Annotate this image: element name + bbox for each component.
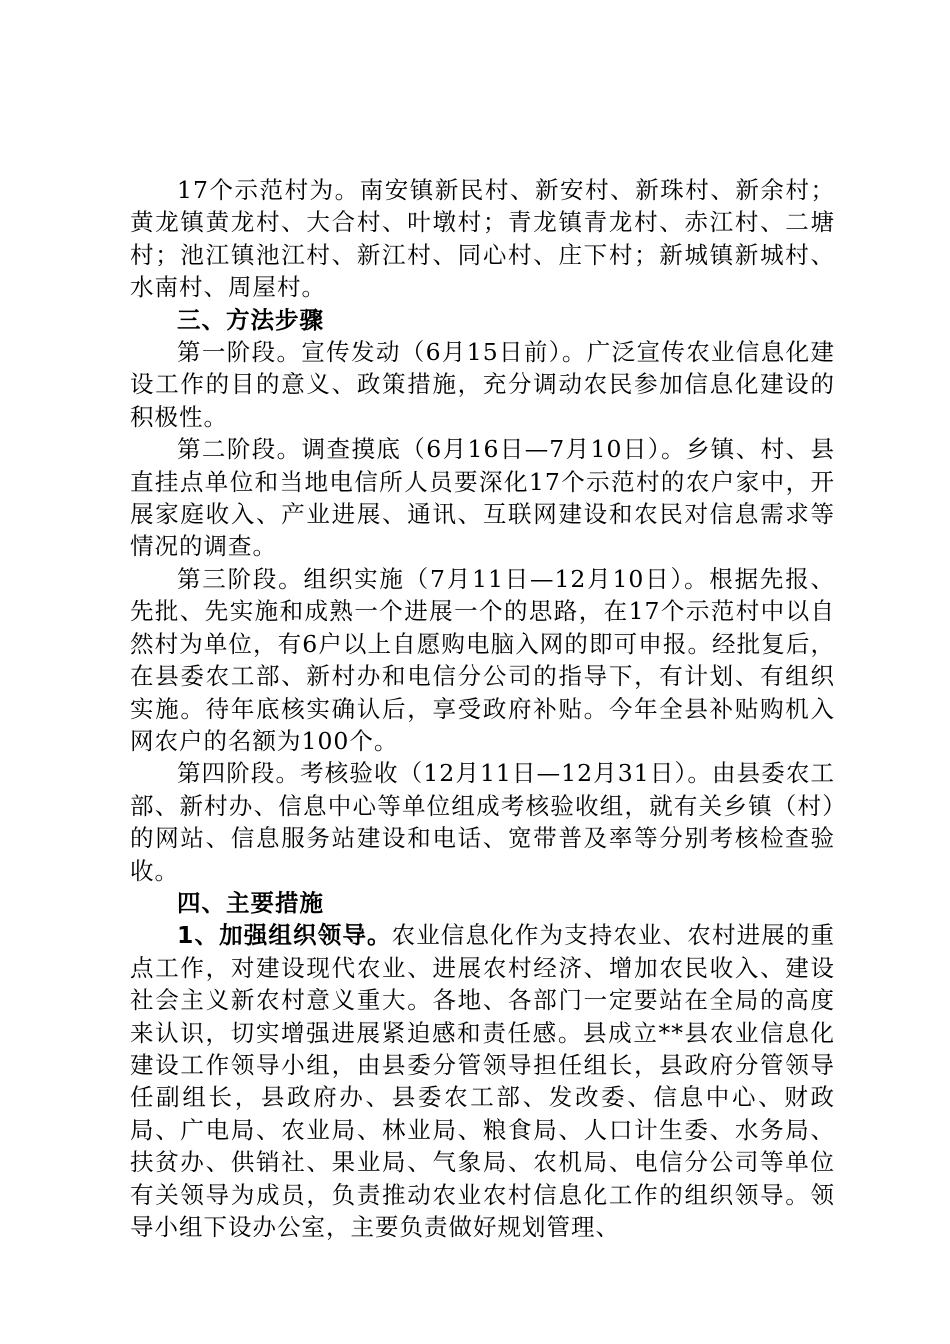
- stage-two-paragraph: 第二阶段。调查摸底（6月16日—7月10日）。乡镇、村、县直挂点单位和当地电信所人员要深化17个示范村的农户家中，开展家庭收入、产业进展、通讯、互联网建设和农民对信息需求等情况的调查。: [130, 435, 835, 561]
- measure-one-body: 农业信息化作为支持农业、农村进展的重点工作，对建设现代农业、进展农村经济、增加农民收入、建设社会主义新农村意义重大。各地、各部门一定要站在全局的高度来认识，切实增强进展紧迫感和责任感。县成立**县农业信息化建设工作领导小组，由县委分管领导担任组长，县政府分管领导任副组长，县政府办、县委农工部、发改委、信息中心、财政局、广电局、农业局、林业局、粮食局、人口计生委、水务局、扶贫办、供销社、果业局、气象局、农机局、电信分公司等单位有关领导为成员，负责推动农业农村信息化工作的组织领导。领导小组下设办公室，主要负责做好规划管理、: [130, 921, 836, 1241]
- document-body: [130, 174, 835, 1243]
- intro-paragraph: 17个示范村为。南安镇新民村、新安村、新珠村、新余村；黄龙镇黄龙村、大合村、叶墩村；青龙镇青龙村、赤江村、二塘村；池江镇池江村、新江村、同心村、庄下村；新城镇新城村、水南村、周屋村。: [130, 176, 835, 302]
- section-heading-methods: 三、方法步骤: [177, 305, 324, 334]
- stage-one-paragraph: 第一阶段。宣传发动（6月15日前）。广泛宣传农业信息化建设工作的目的意义、政策措施，充分调动农民参加信息化建设的积极性。: [130, 338, 835, 431]
- measure-one-lead: 1、加强组织领导。: [177, 921, 392, 950]
- stage-four-paragraph: 第四阶段。考核验收（12月11日—12月31日）。由县委农工部、新村办、信息中心等单位组成考核验收组，就有关乡镇（村）的网站、信息服务站建设和电话、宽带普及率等分别考核检查验收。: [130, 759, 835, 885]
- section-heading-measures: 四、主要措施: [177, 888, 324, 917]
- measure-one-paragraph: [130, 919, 835, 1243]
- stage-three-paragraph: 第三阶段。组织实施（7月11日—12月10日）。根据先报、先批、先实施和成熟一个进展一个的思路，在17个示范村中以自然村为单位，有6户以上自愿购电脑入网的即可申报。经批复后，在县委农工部、新村办和电信分公司的指导下，有计划、有组织实施。待年底核实确认后，享受政府补贴。今年全县补贴购机入网农户的名额为100个。: [130, 564, 835, 755]
